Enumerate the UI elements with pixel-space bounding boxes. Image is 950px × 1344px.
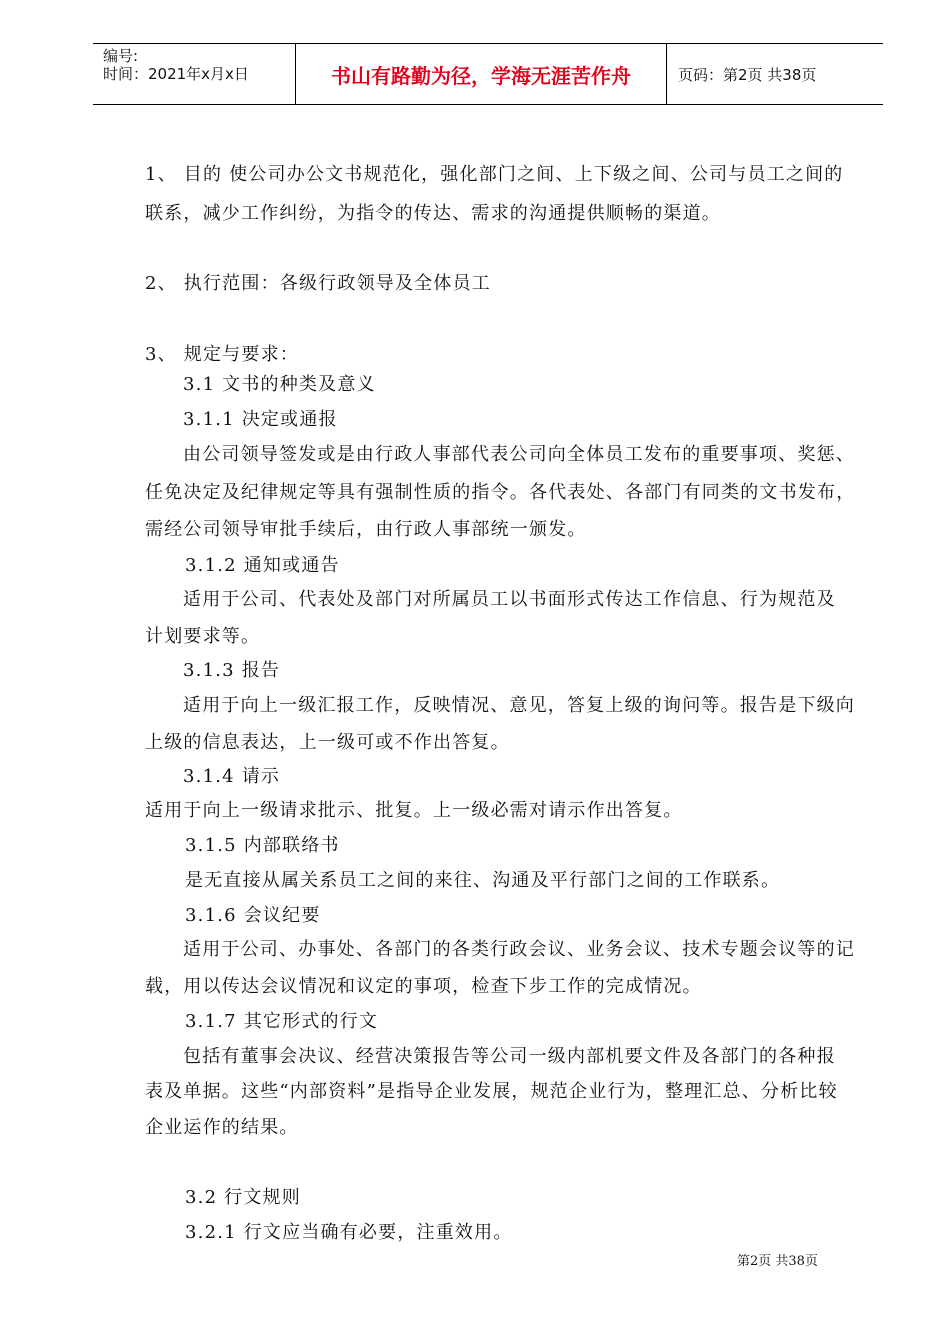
subsection-heading: 3.1.4 请示 — [183, 766, 281, 787]
subsection-heading: 3.1.6 会议纪要 — [185, 905, 321, 926]
footer-page-number: 第2页 共38页 — [737, 1254, 818, 1269]
subsection-heading: 3.1.2 通知或通告 — [185, 555, 340, 576]
body-line: 联系，减少工作纠纷，为指令的传达、需求的沟通提供顺畅的渠道。 — [145, 203, 721, 224]
code-label: 编号: — [103, 47, 139, 65]
subsection-heading: 3.2 行文规则 — [185, 1187, 301, 1208]
subsection-heading: 3.1.3 报告 — [183, 660, 281, 681]
body-line: 适用于公司、办事处、各部门的各类行政会议、业务会议、技术专题会议等的记 — [183, 939, 855, 960]
header-meta — [93, 44, 295, 104]
subsection-heading: 3.1.1 决定或通报 — [183, 409, 338, 430]
body-line: 表及单据。这些“内部资料”是指导企业发展，规范企业行为，整理汇总、分析比较 — [145, 1081, 838, 1102]
body-line: 适用于向上一级请求批示、批复。上一级必需对请示作出答复。 — [145, 800, 683, 821]
header-page-number: 页码：第2页 共38页 — [678, 65, 817, 84]
body-line: 企业运作的结果。 — [145, 1117, 299, 1138]
body-line: 上级的信息表达，上一级可或不作出答复。 — [145, 732, 510, 753]
body-line: 需经公司领导审批手续后，由行政人事部统一颁发。 — [145, 519, 587, 540]
body-line: 包括有董事会决议、经营决策报告等公司一级内部机要文件及各部门的各种报 — [183, 1046, 836, 1067]
body-line: 1、 目的 使公司办公文书规范化，强化部门之间、上下级之间、公司与员工之间的 — [145, 164, 844, 185]
time-label: 时间：2021年x月x日 — [103, 65, 249, 83]
subsection-heading: 3.1 文书的种类及意义 — [183, 374, 376, 395]
body-line: 载，用以传达会议情况和议定的事项，检查下步工作的完成情况。 — [145, 976, 702, 997]
body-line: 2、 执行范围：各级行政领导及全体员工 — [145, 273, 491, 294]
body-line: 任免决定及纪律规定等具有强制性质的指令。各代表处、各部门有同类的文书发布， — [145, 482, 856, 503]
subsection-heading: 3.1.5 内部联络书 — [185, 835, 340, 856]
body-line: 是无直接从属关系员工之间的来往、沟通及平行部门之间的工作联系。 — [185, 870, 781, 891]
header-motto: 书山有路勤为径，学海无涯苦作舟 — [295, 44, 667, 104]
body-line: 计划要求等。 — [145, 626, 261, 647]
body-line: 3.2.1 行文应当确有必要，注重效用。 — [185, 1222, 513, 1243]
subsection-heading: 3.1.7 其它形式的行文 — [185, 1011, 379, 1032]
body-line: 适用于向上一级汇报工作，反映情况、意见，答复上级的询问等。报告是下级向 — [183, 695, 855, 716]
page-header — [93, 43, 883, 105]
body-line: 适用于公司、代表处及部门对所属员工以书面形式传达工作信息、行为规范及 — [183, 589, 836, 610]
body-line: 由公司领导签发或是由行政人事部代表公司向全体员工发布的重要事项、奖惩、 — [183, 444, 855, 465]
section-heading: 3、 规定与要求： — [145, 344, 299, 365]
